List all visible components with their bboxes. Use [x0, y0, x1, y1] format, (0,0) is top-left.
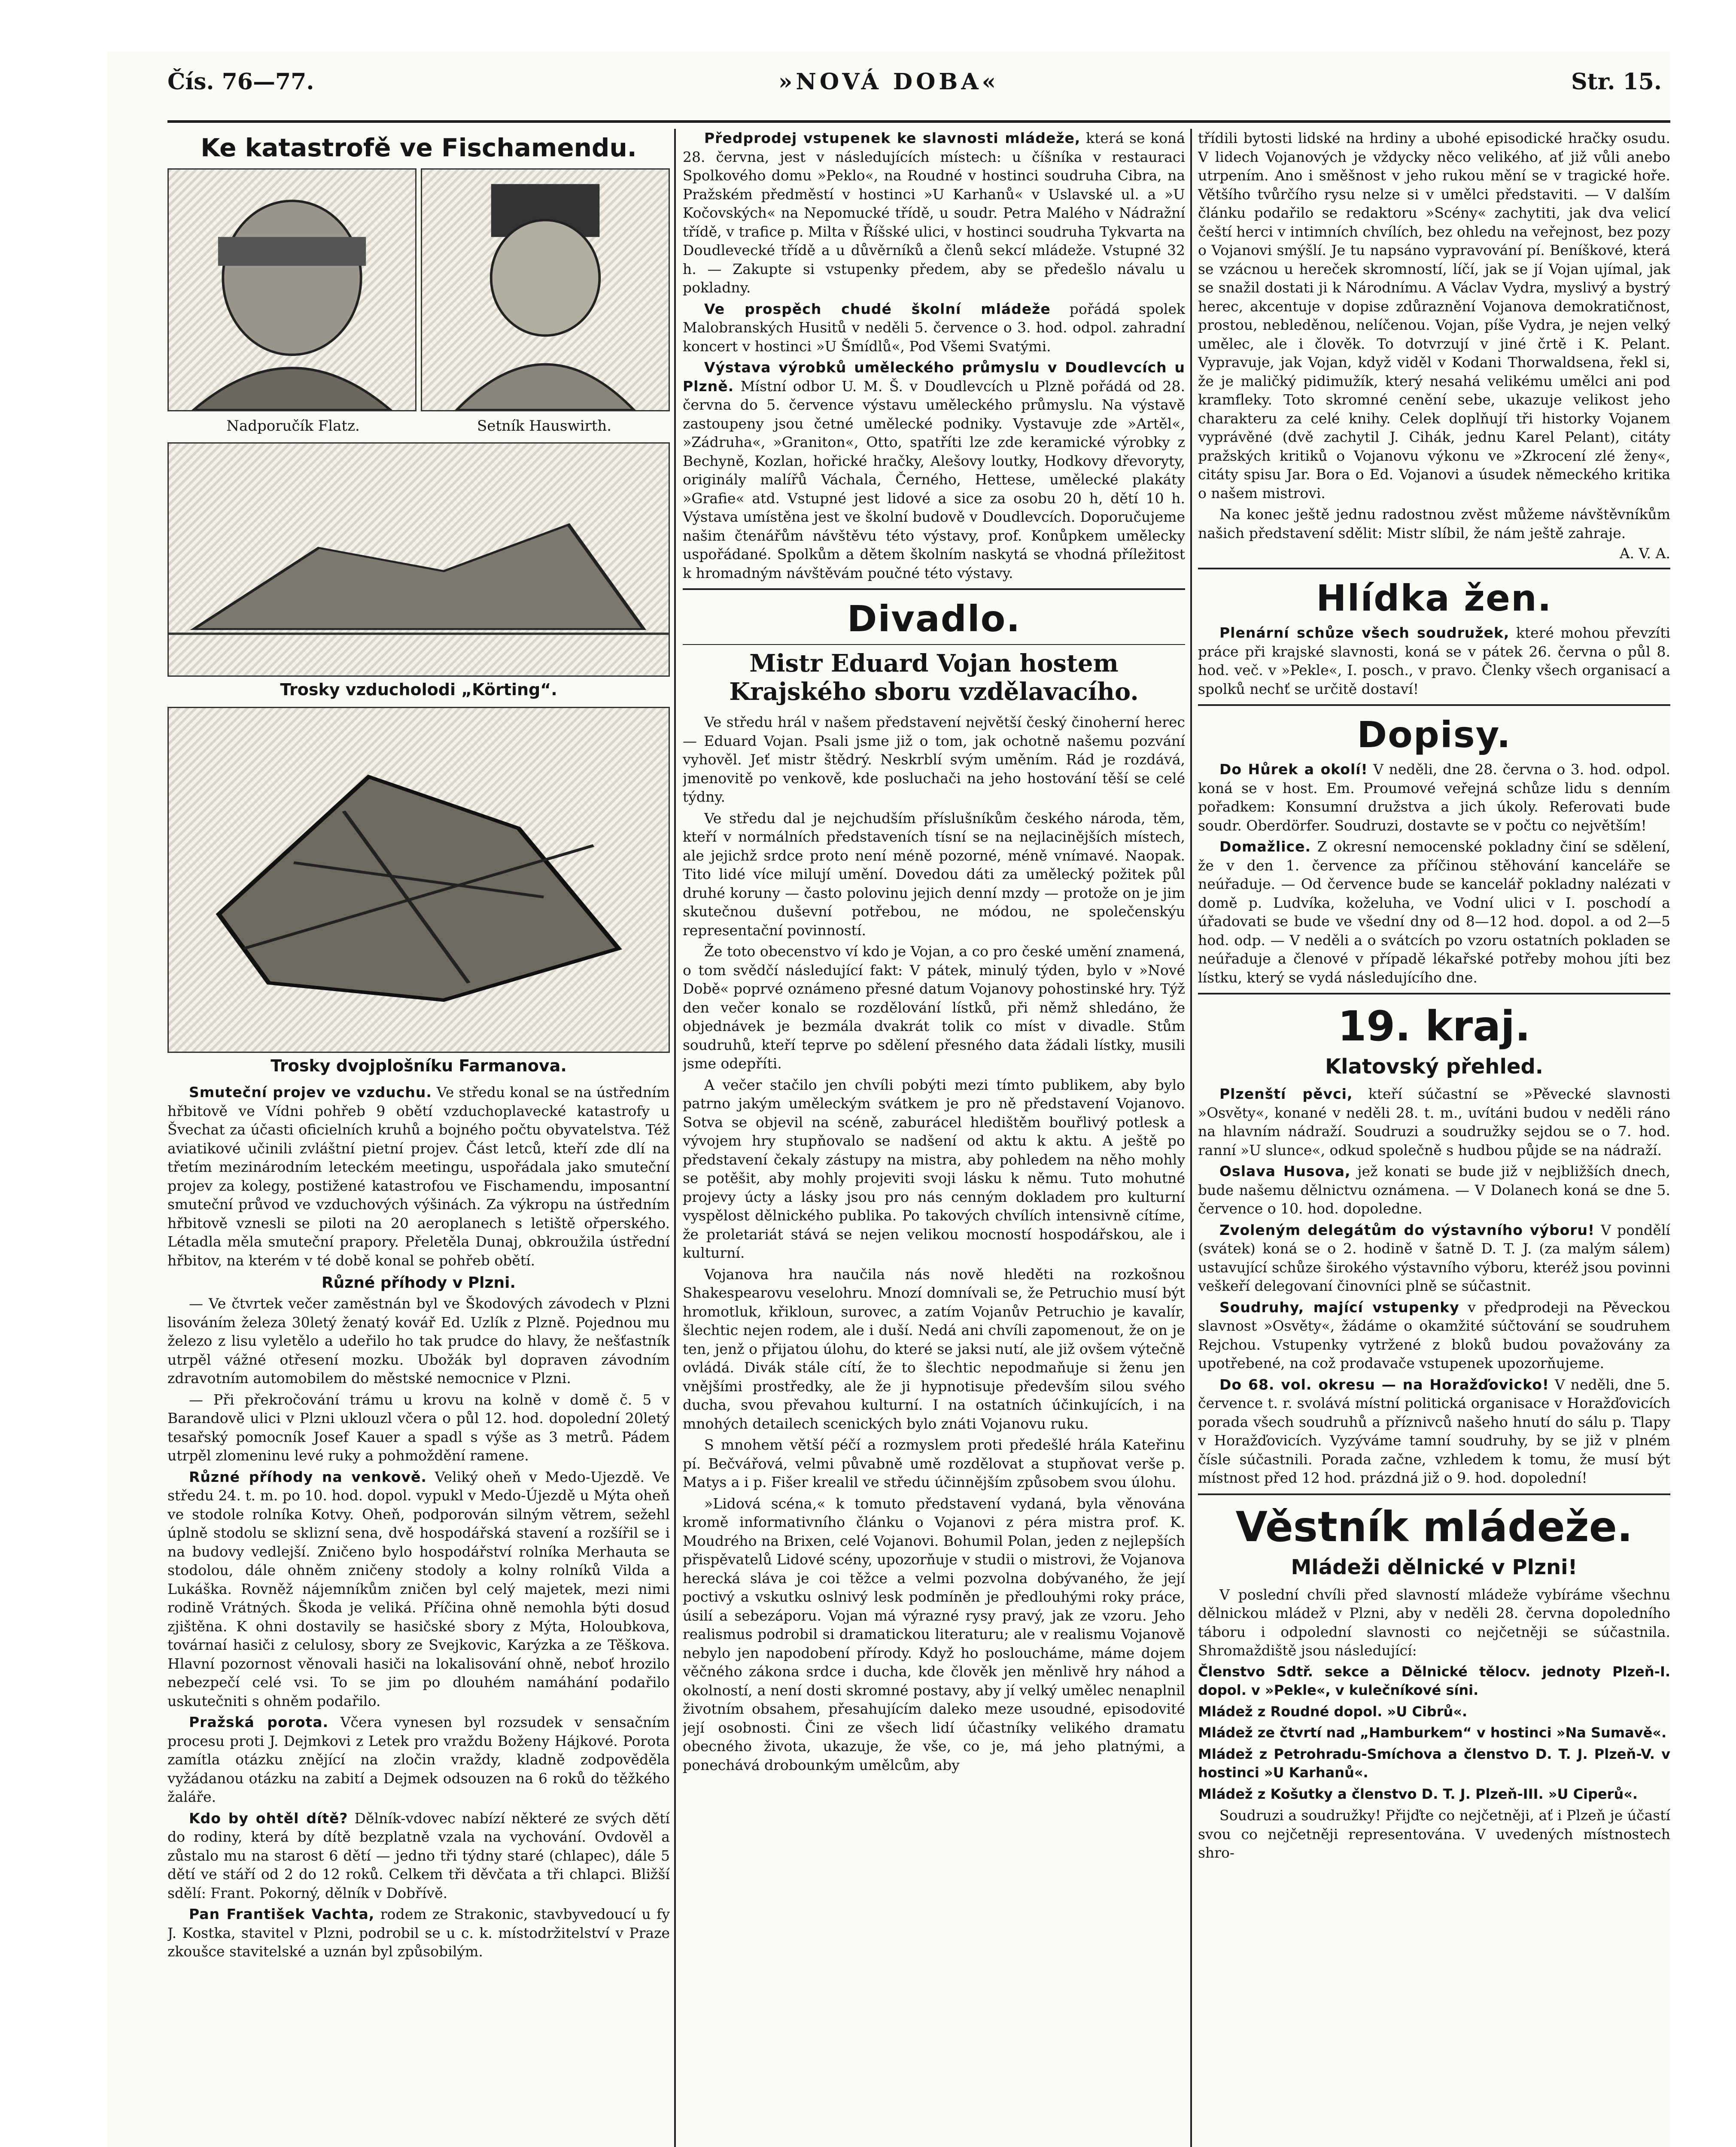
- article-art-exhibition: Výstava výrobků uměleckého průmyslu v Doudlevcích u Plzně. Místní odbor U. M. Š. v Doudlevcích u Plzně pořádá od 28. června do 5. července výstavu uměleckého průmyslu. Na výstavě zastoupeny jsou četné umělecké podniky. Vystavuje zde »Artěl«, »Zádruha«, »Graniton«, Otto, spatříti lze zde keramické výrobky z Bechyně, Kozlan, hořické hračky, Alešovy loutky, Hodkovy dřevoryty, originály malířů Váchala, Černého, Hettese, umělecké plakáty »Grafie« atd. Vstupné jest lidové a sice za osobu 20 h, dětí 10 h. Výstava umístěna jest ve školní budově v Doudlevcích. Doporučujeme našim čtenářům návštěvu této výstavy, prof. Konůpkem umělecky uspořádané. Spolkům a dětem školním naskytá se vhodná příležitost k hromadným návštěvám poučné této výstavy.: [683, 359, 1185, 581]
- column-3: [1198, 129, 1670, 2147]
- section-theatre: Divadlo.: [847, 598, 1021, 640]
- issue-number: Čís. 76—77.: [167, 69, 314, 95]
- headline-incidents-plzen: Různé příhody v Plzni.: [321, 1274, 516, 1292]
- caption-flatz: Nadporučík Flatz.: [226, 417, 360, 435]
- caption-airship: Trosky vzducholodi „Körting“.: [280, 680, 557, 699]
- column-divider: [1190, 129, 1192, 2147]
- article-vachta: Pan František Vachta, rodem ze Strakonic, stavbyvedoucí u fy J. Kostka, stavitel v Plzni, podrobil se u c. k. místodržitelství v Praze zkoušce stavitelské a uznán byl způsobilým.: [167, 1906, 670, 1960]
- vojan-paragraph-1: Ve středu hrál v našem představení největší český činoherní herec — Eduard Vojan. Psali jsme již o tom, jak ochotně našemu pozvání vyhověl. Jeť mistr štědrý. Neskrblí svým uměním. Rád je rozdává, jmenovitě po venkově, kde posluchači na jeho hostování těší se celé týdny.: [683, 714, 1185, 805]
- section-divider: [683, 588, 1185, 590]
- portrait-photos: [167, 168, 670, 415]
- subsection-youth-plzen: Mládeži dělnické v Plzni!: [1291, 1555, 1578, 1579]
- article-incidents-country: Různé příhody na venkově. Veliký oheň v Medo-Ujezdě. Ve středu 24. t. m. po 10. hod. dopol. vypukl v Medo-Újezdě u Mýta oheň ve stodole rolníka Kotvy. Oheň, podporován silným větrem, sežehl úplně stodolu se sklizní sena, dvě hospodářská stavení a rozšířil se i na budovy vedlejší. Zničeno bylo hospodářství rolníka Merhauta se stodolou, dále ohněm zničeny stodoly a kolny rolníků Vilda a Lukáška. Rovněž nájemníkům zničen byl celý majetek, mezi nimi rodině Vrátných. Škoda je veliká. Příčina ohně nemohla býti dosud zjištěna. K ohni dostavily se hasičské sbory z Mýta, Holoubkova, továrnaí hasiči z celulosy, sbory ze Svejkovic, Karýzka a ze Těškova. Hlavní pozornost věnovali hasiči na lokalisování ohně, neboť hrozilo nebezpečí celé vsi. To se jim po dlouhém namáhání podařilo uskutečniti s ohněm podařilo.: [167, 1468, 670, 1709]
- article-mourning-flight: Smuteční projev ve vzduchu. Ve středu konal se na ústředním hřbitově ve Vídni pohřeb 9 obětí vzduchoplavecké katastrofy u Švechat za účasti oficielních kruhů a bojného počtu obyvatelstva. Též aviatikové učinili zvláštní pietní projev. Část letců, kteří zde dlí na třetím mezinárodním leteckém meetingu, uspořádala jako smuteční projev za kolegy, postižené katastrofou ve Fischamendu, imposantní smuteční průvod ve vzduchových výšinách. Za výkropu na ústředním hřbitově vznesli se piloti na 20 aeroplanech s letiště ořperského. Létadla měla smuteční prapory. Přeletěla Dunaj, obkroužila ústřední hřbitov, na kterém v té době konal se pohřeb obětí.: [167, 1084, 670, 1269]
- newspaper-page: [107, 52, 1670, 2147]
- column-2: [683, 129, 1185, 2147]
- vojan-final-note: Na konec ještě jednu radostnou zvěst můžeme návštěvníkům našich představení sdělit: Mistr slíbil, že nám ještě zahraje.: [1198, 506, 1670, 541]
- airship-wreck-image: [167, 442, 670, 677]
- article-ticket-holders: Soudruhy, mající vstupenky v předprodeji na Pěveckou slavnost »Osvěty«, žádáme o okamžité súčtování se soudruhem Rejchou. Vstupenky vytržené z bloků budou považovány za upotřebené, na což prodavače vstupenek upozorňujeme.: [1198, 1299, 1670, 1372]
- section-19-region: 19. kraj.: [1338, 1002, 1531, 1050]
- biplane-wreck-image: [167, 707, 670, 1053]
- list-item: Členstvo Sdtř. sekce a Dělnické tělocv. jednoty Plzeň-I. dopol. v »Pekle«, v kulečníkové síni.: [1198, 1663, 1670, 1698]
- article-domazlice: Domažlice. Z okresní nemocenské pokladny činí se sdělení, že v den 1. července za příčinou stěhování kanceláře se neúřaduje. — Od července bude se kancelář pokladny nalézati v domě p. Ludvíka, koželuha, ve Vodní ulici v I. poschodí a úřadovati se bude ve všední dny od 8—12 hod. dopol. a od 2—5 hod. odp. — V neděli a o svátcích po vzoru ostatních pokladen se neúřaduje a členové v případě lékařské potřeby mohou jíti bez lístku, který se vydá následujícího dne.: [1198, 838, 1670, 986]
- vojan-paragraph-3: Že toto obecenstvo ví kdo je Vojan, a co pro české umění znamená, o tom svědčí následující fakt: V pátek, minulý týden, bylo v »Nové Době« poprvé oznámeno přesné datum Vojanovy pohostinské hry. Týž den večer konalo se rozdělování lístků, při němž shledáno, že objednávek je bezmála dvakrát tolik co míst v divadle. Stům soudruhů, kteří teprve po sdělení přesného data žádali lístky, musili jsme odepříti.: [683, 943, 1185, 1072]
- article-plenary-meeting: Plenární schůze všech soudružek, které mohou převzíti práce při krajské slavnosti, koná se v pátek 26. června o půl 8. hod. več. v »Pekle«, I. posch., v pravo. Členky všech organisací a spolků nechť se určitě dostaví!: [1198, 624, 1670, 697]
- article-youth-call: V poslední chvíli před slavností mládeže vybíráme všechnu dělnickou mládež v Plzni, aby v neděli 28. června dopoledního táboru i odpolední slavnosti co nejčetněji se súčastnila. Shromaždiště jsou následující:: [1198, 1586, 1670, 1659]
- newspaper-title: »NOVÁ DOBA«: [778, 69, 1000, 95]
- assembly-points-list: [1198, 1663, 1670, 1804]
- article-poor-youth-concert: Ve prospěch chudé školní mládeže pořádá spolek Malobranských Husitů v neděli 5. července o 3. hod. odpol. zahradní koncert v hostinci »U Šmídlů«, Pod Všemi Svatými.: [683, 300, 1185, 355]
- article-prague-jury: Pražská porota. Včera vynesen byl rozsudek v sensačním procesu proti J. Dejmkovi z Letek pro vraždu Boženy Hájkové. Porota zamítla otázku znějící na zločin vraždy, kladně zodpověděla vyžádanou otázku na zabití a Dejmek odsouzen na 6 roků do těžkého žaláře.: [167, 1714, 670, 1805]
- masthead: [107, 64, 1670, 99]
- section-youth-bulletin: Věstník mládeže.: [1235, 1502, 1633, 1551]
- catastrophe-headline: Ke katastrofě ve Fischamendu.: [201, 133, 637, 162]
- column-1: [167, 129, 670, 2147]
- section-divider: [1198, 704, 1670, 706]
- list-item: Mládež z Petrohradu-Smíchova a členstvo D. T. J. Plzeň-V. v hostinci »U Karhanů«.: [1198, 1746, 1670, 1781]
- headline-vojan: Mistr Eduard Vojan hostem Krajského sboru vzdělavacího.: [729, 649, 1139, 706]
- vojan-paragraph-4: A večer stačilo jen chvíli pobýti mezi tímto publikem, aby bylo patrno jakým uměleckým svátkem je pro ně představení Vojanovo. Sotva se objevil na scéně, zaburácel hledištěm bouřlivý potlesk a vývojem hry stupňovalo se nadšení od aktu k aktu. A ještě po představení čekaly zástupy na mistra, aby pohledem na něho mohly se potěšit, aby mohly projeviti svoji lásku k němu. Tuto mohutné projevy úcty a lásky jsou pro nás cenným dokladem pro kulturní vyspělost dělnického publika. Po takových chvílích intensivně cítíme, že proletariát stává se nejen velikou mocností hospodářskou, ale i kulturní.: [683, 1076, 1185, 1261]
- article-child-adoption: Kdo by ohtěl dítě? Dělník-vdovec nabízí některé ze svých dětí do rodiny, která by dítě bezplatně vzala na vychování. Ovdověl a zůstalo mu na starost 6 dětí — jedno tři týdny staré (chlapec), dále 5 dětí ve stáří od 2 do 12 roků. Celkem tři děvčata a tři chlapci. Bližší sdělí: Frant. Pokorný, dělník v Dobřívě.: [167, 1809, 670, 1901]
- article-exhibition-delegates: Zvoleným delegátům do výstavního výboru! V pondělí (svátek) koná se o 2. hodině v šatně D. T. J. (za malým sálem) ustavující schůze širokého výstavního výboru, kteréž jsou povinni veškeří delegovaní činovníci plně se súčastnit.: [1198, 1221, 1670, 1294]
- section-letters: Dopisy.: [1357, 714, 1511, 756]
- portrait-captions: [167, 415, 670, 442]
- article-signature: A. V. A.: [1619, 545, 1670, 562]
- article-plzen-singers: Plzenští pěvci, kteří súčastní se »Pěvecké slavnosti »Osvěty«, konané v neděli 28. t. m., uvítáni budou v neděli ráno na hlavním nádraží. Soudruzi a soudružky sejdou se o 7. hod. ranní »U slunce«, odkud společně s hudbou půjde se na nádraží.: [1198, 1086, 1670, 1159]
- caption-hauswirth: Setník Hauswirth.: [477, 417, 612, 435]
- vojan-continued: třídili bytosti lidské na hrdiny a ubohé episodické hračky osudu. V lidech Vojanových je vždycky něco velikého, ať již vůli anebo utrpením. Ano i směšnost v jeho rukou mění se v tragické hoře. Většího tvůrčího rysu nelze si v umělci představiti. — V dalším článku podařilo se redaktoru »Scény« zachytiti, jak dva velicí čeští herci v intimních chvílích, bez ohledu na veřejnost, bez pozy o Vojanovi smýšlí. Je tu napsáno vypravování pí. Beníškové, která se vzácnou u hereček skromností, líčí, jak se jí Vojan ujímal, jak se snažil dostati ji k Národnímu. A Václav Vydra, myslivý a bystrý herec, akcentuje v dopise zdůraznění Vojanova demokratičnost, prostou, nebleděnou, nelíčenou. Vojan, píše Vydra, je nejen velký umělec, ale i člověk. To dotvrzují v jiné črtě i K. Pelant. Vypravuje, jak Vojan, když viděl v Kodani Thorwaldsena, řekl si, že je maličký pidimužík, který nesahá velikému umělci ani pod kramfleky. Toto skromné cenění sebe, ukazuje velikost jeho charakteru za celé knihy. Celek doplňují tři historky Vojanem vyprávěné (dvě zachytil J. Cihák, jednu Karel Pelant), citáty pražských kritiků o Vojanovu výkonu ve »Zkrocení zlé ženy«, citáty spisu Jar. Bora o Ed. Vojanovi a úsudek německého kritika o našem mistrovi.: [1198, 130, 1670, 502]
- masthead-rule: [167, 120, 1670, 123]
- article-hus-celebration: Oslava Husova, jež konati se bude již v nejbližších dnech, bude našemu dělnictvu oznámena. — V Dolanech koná se dne 5. července o 10. hod. dopoledne.: [1198, 1163, 1670, 1217]
- list-item: Mládež ze čtvrtí nad „Hamburkem“ v hostinci »Na Sumavě«.: [1198, 1724, 1667, 1741]
- section-divider: [1198, 1493, 1670, 1495]
- portrait-flatz-image: [167, 168, 417, 411]
- section-divider: [1198, 568, 1670, 569]
- caption-biplane: Trosky dvojplošníku Farmanova.: [271, 1056, 567, 1075]
- vojan-paragraph-7: »Lidová scéna,« k tomuto představení vydaná, byla věnována kromě informativního článku o Vojanovi z péra mistra prof. K. Moudrého na Brixen, celé Vojanovi. Bohumil Polan, jeden z nejlepších přispěvatelů Lidové scény, upozorňuje v studii o mistrovi, že Vojanova herecká sláva je coi těžce a velmi pozvolna dobývaného, že její poctivý a vskutku oslnivý lesk podmíněn je předlouhými roky práce, úsilí a sebezáporu. Vojan má výrazné rysy pravý, jak ze vzoru. Jeho realismus podrobil si dramatickou literaturu; ale v realismu Vojanově nebylo jen napodobení přírody. Když ho posloucháme, máme dojem věčného zákona srdce i ducha, kde člověk jen měnlivě hry náhod a okolností, a není dosti skromné postavy, aby jí velký umělec nenaplnil životním obsahem, přesahujícím daleko meze usoudné, episodovité její osobnosti. Čini ze všech lidí účastníky velikého dramatu obecného života, ukazuje, že vše, co je, má jeho platnými, a ponechává drobounkým umělcům, aby: [683, 1495, 1185, 1773]
- section-divider-thin: [683, 644, 1185, 645]
- section-divider: [1198, 993, 1670, 994]
- column-divider: [674, 129, 676, 2147]
- vojan-paragraph-5: Vojanova hra naučila nás nově hleděti na rozkošnou Shakespearovu veselohru. Mnozí domnívali se, že Petruchio musí být hromotluk, křikloun, surovec, a zatím Vojanův Petruchio je kavalír, šlechtic nejen rodem, ale i duší. Nedá ani chvíli zapomenout, že on je ten, jenž o přijatou úlohu, do které se jaksi nutí, ale již ovšem výtečně ovládá. Divák stále cítí, že to šlechtic nepodmaňuje si ženu jen vnějšími prostředky, ale že ji hypnotisuje především silou svého ducha, svou převahou kulturní. I na ostatních účinkujících, i na mnohých detailech scenických bylo znáti Vojanovu ruku.: [683, 1265, 1185, 1432]
- page-number: Str. 15.: [1571, 69, 1662, 95]
- vojan-paragraph-2: Ve středu dal je nejchudším příslušníkům českého národa, těm, kteří v normálních představeních tísní se na nejlacinějších místech, ale jejichž srdce proto není méně pozorné, méně vnímavé. Naopak. Tito lidé více milují umění. Dovedou dáti za umělecký požitek půl druhé koruny — často polovinu jejich denní mzdy — protože on je jim skutečnou duševní potřebou, ne módou, ne společenskýu representační povinností.: [683, 809, 1185, 939]
- portrait-hauswirth-image: [421, 168, 670, 411]
- list-item: Mládež z Košutky a členstvo D. T. J. Plzeň-III. »U Ciperů«.: [1198, 1785, 1638, 1802]
- article-hurky: Do Hůrek a okolí! V neděli, dne 28. června o 3. hod. odpol. koná se v host. Em. Proumové veřejná schůze lidu s denním pořadkem: Konsumní družstva a jich úkoly. Referovati bude soudr. Oberdörfer. Soudruzi, dostavte se v počtu co největším!: [1198, 761, 1670, 834]
- list-item: Mládež z Roudné dopol. »U Cibrů«.: [1198, 1703, 1468, 1720]
- vojan-paragraph-6: S mnohem větší péčí a rozmyslem proti předešlé hrála Kateřinu pí. Bečvářová, velmi půvabně umě rozdělovat a stupňovat verše p. Matys a i p. Fišer krealil ve středu účinnějším způsobem svou úlohu.: [683, 1436, 1185, 1490]
- article-incident-2: — Při překročování trámu u krovu na kolně v domě č. 5 v Barandově ulici v Plzni uklouzl včera o půl 12. hod. dopolední 20letý tesařský pomocník Josef Kauer a spadl s výše as 3 metrů. Pádem utrpěl zlomeninu levé ruky a pohmoždění ramene.: [167, 1391, 670, 1464]
- subsection-klatovy-review: Klatovský přehled.: [1325, 1055, 1544, 1079]
- article-ticket-presale: Předprodej vstupenek ke slavnosti mládeže, která se koná 28. června, jest v následujících místech: u číšníka v restauraci Spolkového domu »Peklo«, na Roudné v hostinci soudruha Cibra, na Pražském předměstí v hostinci »U Karhanů« v Uslavské ul. a »U Kočovských« na Nepomucké třídě, u soudr. Petra Malého v Nádražní třídě, v trafice p. Milta v Říšské ulici, v hostinci soudruha Tykvarta na Doudlevecké třídě a u důvěrníků a členů sekcí mládeže. Vstupné 32 h. — Zakupte si vstupenky předem, aby se předešlo návalu u pokladny.: [683, 130, 1185, 296]
- section-womens-watch: Hlídka žen.: [1316, 577, 1552, 619]
- article-youth-closing: Soudruzi a soudružky! Přijďte co nejčetněji, ať i Plzeň je účastí svou co nejčetněji representována. V uvedených místnostech shro-: [1198, 1807, 1670, 1861]
- article-incident-1: — Ve čtvrtek večer zaměstnán byl ve Škodových závodech v Plzni lisováním železa 30letý ženatý kovář Ed. Uzlík z Plzně. Pojednou mu železo z lisu vyletělo a udeřilo ho tak prudce do hlavy, že nešťastník utrpěl vážné otřesení mozku. Ubožák byl dopraven závodním zdravotním automobilem do městské nemocnice v Plzni.: [167, 1295, 670, 1387]
- article-horazdovice: Do 68. vol. okresu — na Horažďovicko! V neděli, dne 5. července t. r. svolává místní politická organisace v Horažďovicích porada všech soudruhů a příznivců našeho hnutí do sálu p. Tlapy v Horažďovicích. Vyzýváme tamní soudruhy, by se již v plném čísle súčastnili. Porada začne, vzhledem k tomu, že musí být místnost před 12 hod. prázdná již o 9. hod. dopolední!: [1198, 1376, 1670, 1486]
